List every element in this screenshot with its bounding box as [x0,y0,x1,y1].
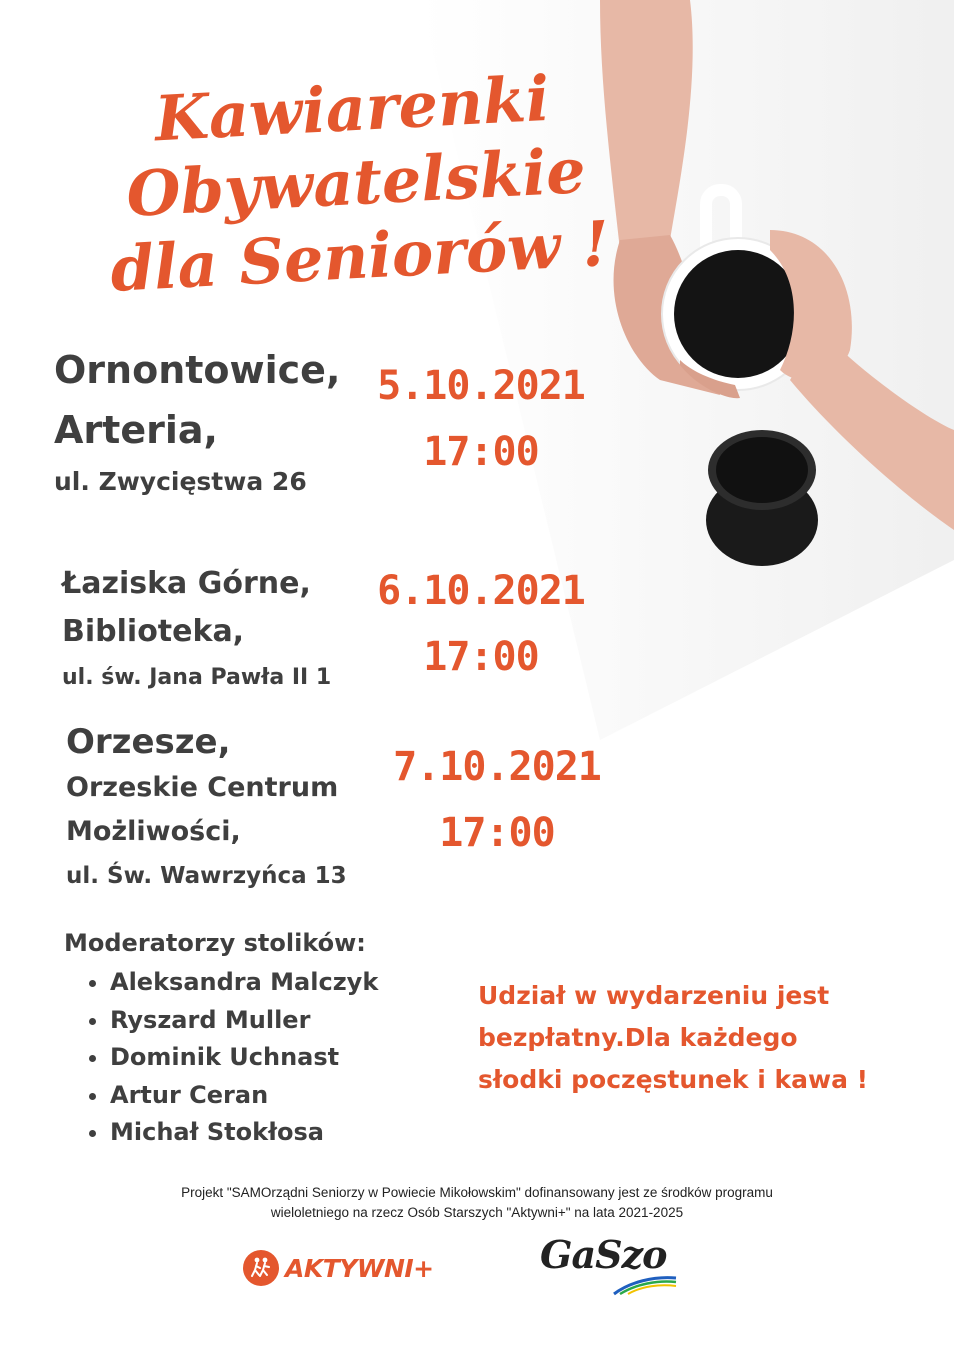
event-date: 7.10.2021 [393,744,601,790]
event-date: 5.10.2021 [377,363,585,409]
event-datetime-2 [370,558,592,690]
event-address: ul. św. Jana Pawła II 1 [62,665,332,690]
list-item: • Dominik Uchnast [110,1039,378,1077]
moderators-section [64,926,378,1152]
moderators-heading: Moderatorzy stolików: [64,929,366,957]
gaszo-logo-text: GaSzo [540,1232,667,1277]
list-item: • Ryszard Muller [110,1002,378,1040]
event-datetime-3 [386,734,608,866]
title-line-2: Obywatelskie [124,134,588,231]
free-entry-note [478,975,928,1101]
free-note-line-1: Udział w wydarzeniu jest [478,981,830,1010]
gaszo-logo [540,1232,680,1296]
event-place-line-2: Możliwości, [66,816,241,847]
aktywni-logo [243,1248,434,1288]
event-town: Łaziska Górne, [62,566,311,601]
free-note-line-2: bezpłatny.Dla każdego [478,1023,798,1052]
list-item: • Michał Stokłosa [110,1114,378,1152]
event-date: 6.10.2021 [377,568,585,614]
event-place: Biblioteka, [62,614,245,649]
runners-icon [243,1250,279,1286]
moderators-list [64,964,378,1152]
event-town: Orzesze, [66,722,231,762]
event-place-line-1: Orzeskie Centrum [66,772,339,803]
event-place: Arteria, [54,408,218,452]
title-line-3: dla Seniorów ! [108,206,611,306]
page-title [91,59,622,308]
list-item: • Aleksandra Malczyk [110,964,378,1002]
event-venue-1 [54,340,340,504]
footer-line-1: Projekt "SAMOrządni Seniorzy w Powiecie Mikołowskim" dofinansowany jest ze środków programu [181,1185,773,1200]
event-time: 17:00 [439,810,555,856]
event-time: 17:00 [423,429,539,475]
event-datetime-1 [370,353,592,485]
title-line-1: Kawiarenki [153,61,552,156]
event-venue-3 [66,718,347,898]
event-venue-2 [62,560,331,700]
gaszo-swoosh-icon [610,1272,680,1296]
event-time: 17:00 [423,634,539,680]
event-address: ul. Zwycięstwa 26 [54,467,307,496]
funding-footer [0,1183,954,1223]
footer-line-2: wieloletniego na rzecz Osób Starszych "Aktywni+" na lata 2021-2025 [270,1205,684,1220]
aktywni-logo-text: AKTYWNI+ [285,1253,434,1283]
list-item: • Artur Ceran [110,1077,378,1115]
event-address: ul. Św. Wawrzyńca 13 [66,863,347,889]
free-note-line-3: słodki poczęstunek i kawa ! [478,1065,869,1094]
event-town: Ornontowice, [54,348,341,392]
